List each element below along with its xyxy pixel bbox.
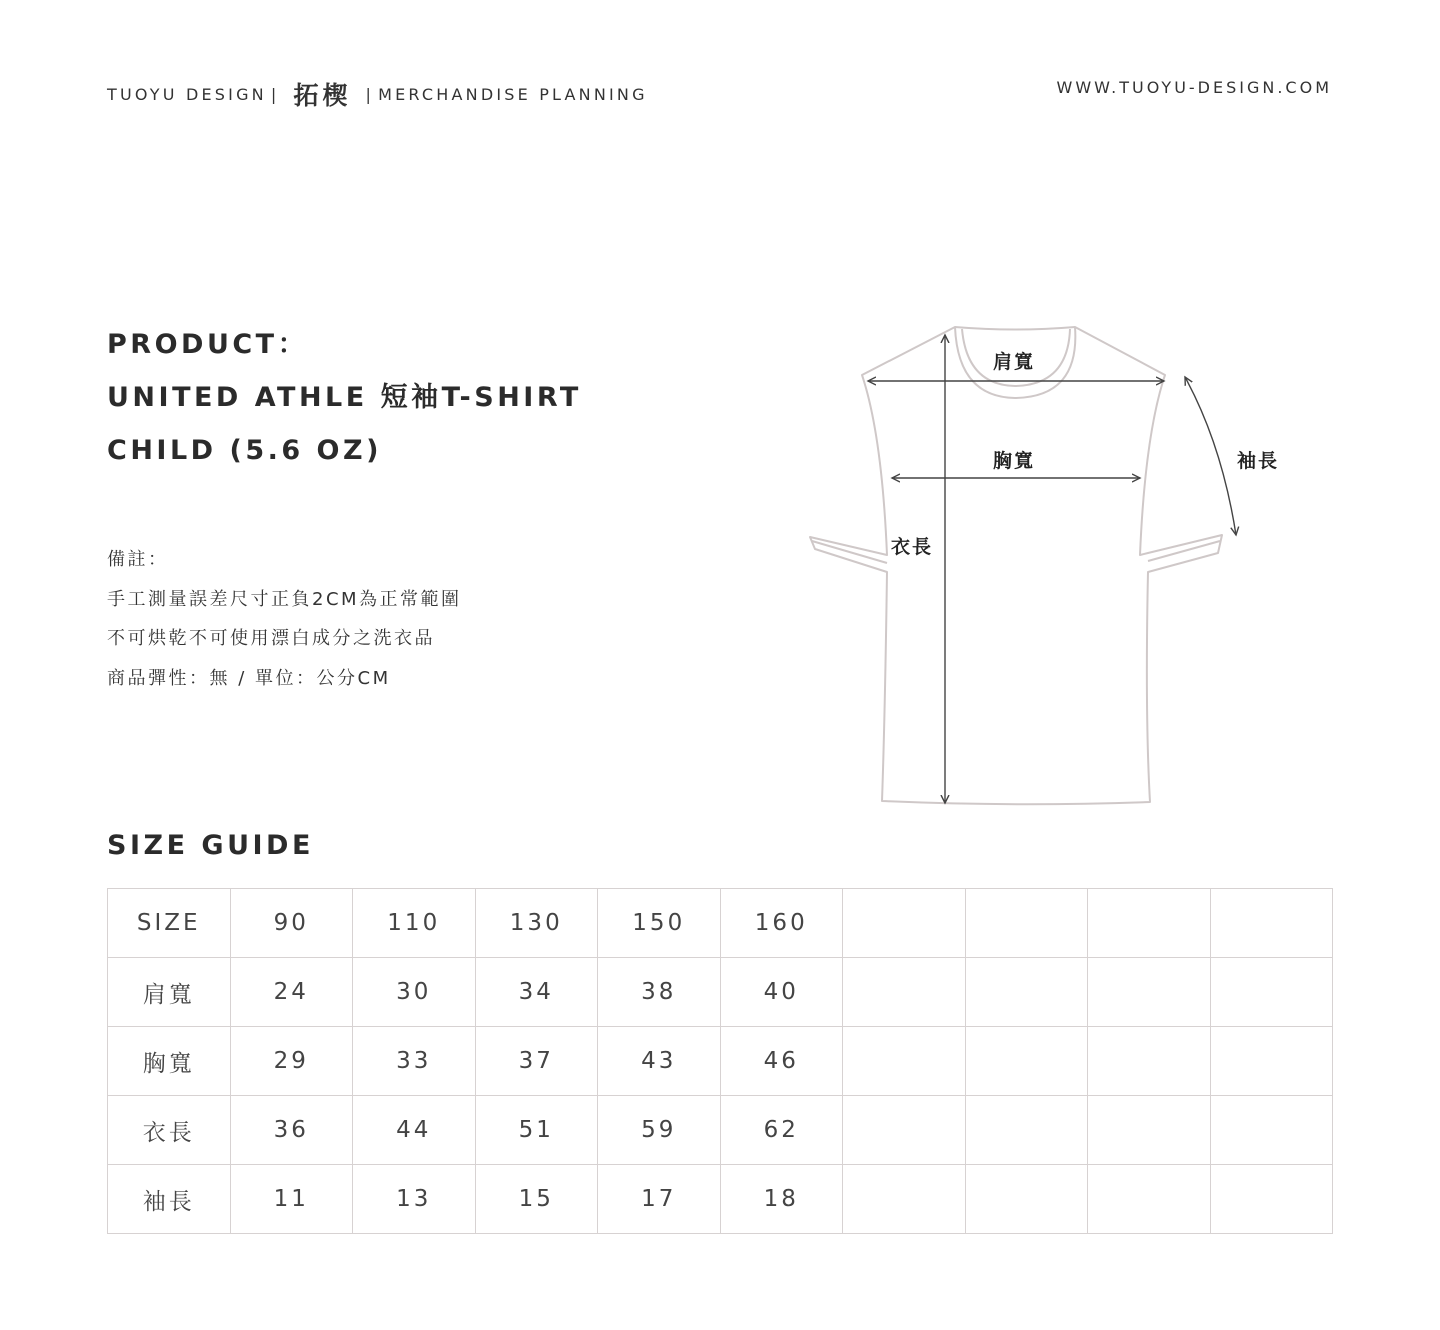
product-info	[107, 318, 582, 477]
value-cell: 43	[598, 1027, 721, 1096]
value-cell: 33	[353, 1027, 476, 1096]
tshirt-diagram	[790, 315, 1310, 815]
brand-name: TUOYU DESIGN	[107, 84, 267, 104]
value-cell: 17	[598, 1165, 721, 1234]
shoulder-label: 肩寬	[993, 351, 1036, 373]
value-cell: 46	[720, 1027, 843, 1096]
value-cell: 18	[720, 1165, 843, 1234]
table-row	[108, 958, 1333, 1027]
value-cell	[843, 1027, 966, 1096]
value-cell: 62	[720, 1096, 843, 1165]
table-row	[108, 1165, 1333, 1234]
size-table	[107, 888, 1333, 1234]
size-cell	[1210, 889, 1333, 958]
value-cell	[843, 1096, 966, 1165]
value-cell: 29	[230, 1027, 353, 1096]
value-cell: 44	[353, 1096, 476, 1165]
value-cell	[1088, 1027, 1211, 1096]
size-cell: 110	[353, 889, 476, 958]
tshirt-outline-icon	[790, 315, 1310, 815]
value-cell	[1088, 1165, 1211, 1234]
size-cell	[965, 889, 1088, 958]
value-cell	[1210, 1027, 1333, 1096]
size-cell: 90	[230, 889, 353, 958]
value-cell	[965, 1165, 1088, 1234]
value-cell: 38	[598, 958, 721, 1027]
size-cell: 130	[475, 889, 598, 958]
value-cell	[1210, 1165, 1333, 1234]
size-cell	[1088, 889, 1211, 958]
value-cell	[843, 1165, 966, 1234]
size-cell: 150	[598, 889, 721, 958]
page-header	[107, 76, 1332, 110]
value-cell: 30	[353, 958, 476, 1027]
value-cell	[1088, 958, 1211, 1027]
length-label: 衣長	[891, 536, 934, 558]
value-cell: 34	[475, 958, 598, 1027]
product-label: PRODUCT：	[107, 329, 309, 360]
notes-title: 備註：	[107, 549, 169, 570]
value-cell	[1210, 958, 1333, 1027]
header-cell: SIZE	[108, 889, 231, 958]
value-cell	[843, 958, 966, 1027]
sleeve-label: 袖長	[1237, 450, 1280, 472]
size-guide-title: SIZE GUIDE	[107, 830, 314, 861]
value-cell	[1088, 1096, 1211, 1165]
value-cell: 59	[598, 1096, 721, 1165]
value-cell: 11	[230, 1165, 353, 1234]
table-row	[108, 1027, 1333, 1096]
row-label: 袖長	[108, 1165, 231, 1234]
row-label: 胸寬	[108, 1027, 231, 1096]
value-cell	[965, 958, 1088, 1027]
notes-line: 商品彈性：無 / 單位：公分CM	[107, 667, 391, 689]
value-cell: 51	[475, 1096, 598, 1165]
value-cell: 36	[230, 1096, 353, 1165]
notes-line: 手工測量誤差尺寸正負2CM為正常範圍	[107, 588, 462, 610]
value-cell: 40	[720, 958, 843, 1027]
value-cell: 37	[475, 1027, 598, 1096]
divider: |	[365, 84, 375, 104]
product-variant: CHILD (5.6 OZ)	[107, 435, 382, 466]
brand	[107, 76, 648, 112]
product-name: UNITED ATHLE 短袖T-SHIRT	[107, 382, 582, 413]
notes-line: 不可烘乾不可使用漂白成分之洗衣品	[107, 628, 435, 649]
value-cell	[965, 1027, 1088, 1096]
website-link[interactable]: WWW.TUOYU-DESIGN.COM	[1056, 78, 1332, 97]
value-cell: 13	[353, 1165, 476, 1234]
value-cell: 24	[230, 958, 353, 1027]
value-cell	[965, 1096, 1088, 1165]
row-label: 肩寬	[108, 958, 231, 1027]
brand-logo: 拓楔	[293, 81, 352, 110]
brand-tagline: MERCHANDISE PLANNING	[378, 84, 648, 104]
value-cell: 15	[475, 1165, 598, 1234]
size-cell: 160	[720, 889, 843, 958]
size-cell	[843, 889, 966, 958]
table-header-row	[108, 889, 1333, 958]
chest-label: 胸寬	[993, 450, 1036, 472]
table-row	[108, 1096, 1333, 1165]
divider: |	[270, 84, 280, 104]
notes	[107, 540, 462, 698]
value-cell	[1210, 1096, 1333, 1165]
row-label: 衣長	[108, 1096, 231, 1165]
